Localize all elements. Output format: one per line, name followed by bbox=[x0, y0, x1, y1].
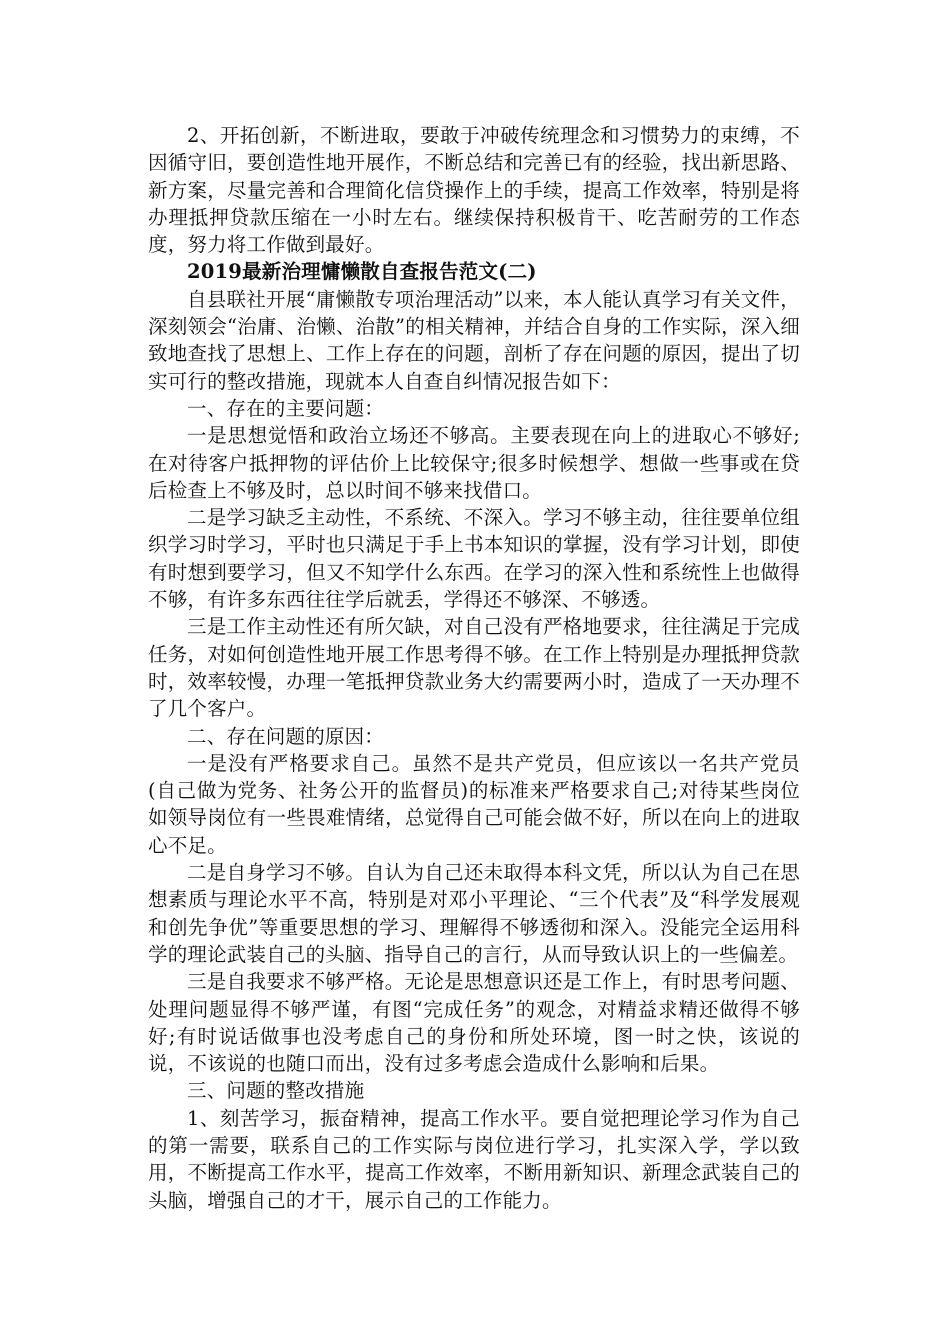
heading-rectification: 三、问题的整改措施 bbox=[187, 1079, 365, 1103]
document-body bbox=[148, 122, 800, 1214]
paragraph-problem-2: 二是学习缺乏主动性，不系统、不深入。学习不够主动，往往要单位组织学习时学习，平时也只满足于手上书本知识的掌握，没有学习计划，即使有时想到要学习，但又不知学什么东西。在学习的深入性和系统性上也做得不够，有许多东西往往学后就丢，学得还不够深、不够透。 bbox=[148, 506, 800, 612]
paragraph-cause-2: 二是自身学习不够。自认为自己还未取得本科文凭，所以认为自己在思想素质与理论水平不高，特别是对邓小平理论、“三个代表”及“科学发展观和创先争优”等重要思想的学习、理解得不够透彻和深入。没能完全运用科学的理论武装自己的头脑、指导自己的言行，从而导致认识上的一些偏差。 bbox=[148, 861, 800, 966]
paragraph-intro: 自县联社开展“庸懒散专项治理活动”以来，本人能认真学习有关文件，深刻领会“治庸、治懒、治散”的相关精神，并结合自身的工作实际，深入细致地查找了思想上、工作上存在的问题，剖析了存在问题的原因，提出了切实可行的整改措施，现就本人自查自纠情况报告如下： bbox=[148, 287, 800, 393]
paragraph-problem-1: 一是思想觉悟和政治立场还不够高。主要表现在向上的进取心不够好;在对待客户抵押物的评估价上比较保守;很多时候想学、想做一些事或在贷后检查上不够及时，总以时间不够来找借口。 bbox=[148, 424, 800, 502]
paragraph-innovation: 2、开拓创新，不断进取，要敢于冲破传统理念和习惯势力的束缚，不因循守旧，要创造性地开展作，不断总结和完善已有的经验，找出新思路、新方案，尽量完善和合理简化信贷操作上的手续，提高工作效率，特别是将办理抵押贷款压缩在一小时左右。继续保持积极肯干、吃苦耐劳的工作态度，努力将工作做到最好。 bbox=[148, 124, 800, 257]
heading-main-problems: 一、存在的主要问题： bbox=[187, 396, 385, 420]
paragraph-cause-3: 三是自我要求不够严格。无论是思想意识还是工作上，有时思考问题、处理问题显得不够严谨，有图“完成任务”的观念，对精益求精还做得不够好;有时说话做事也没考虑自己的身份和所处环境，图一时之快，该说的说，不该说的也随口而出，没有过多考虑会造成什么影响和后果。 bbox=[148, 970, 800, 1076]
heading-problem-causes: 二、存在问题的原因： bbox=[187, 724, 385, 748]
paragraph-measure-1: 1、刻苦学习，振奋精神，提高工作水平。要自觉把理论学习作为自己的第一需要，联系自己的工作实际与岗位进行学习，扎实深入学，学以致用，不断提高工作水平，提高工作效率，不断用新知识、新理念武装自己的头脑，增强自己的才干，展示自己的工作能力。 bbox=[148, 1106, 800, 1212]
paragraph-cause-1: 一是没有严格要求自己。虽然不是共产党员，但应该以一名共产党员(自己做为党务、社务公开的监督员)的标准来严格要求自己;对待某些岗位如领导岗位有一些畏难情绪，总觉得自己可能会做不好，所以在向上的进取心不足。 bbox=[148, 751, 800, 857]
report-title: 2019最新治理慵懒散自查报告范文(二) bbox=[187, 260, 537, 284]
paragraph-problem-3: 三是工作主动性还有所欠缺，对自己没有严格地要求，往往满足于完成任务，对如何创造性地开展工作思考得不够。在工作上特别是办理抵押贷款时，效率较慢，办理一笔抵押贷款业务大约需要两小时，造成了一天办理不了几个客户。 bbox=[148, 615, 800, 721]
